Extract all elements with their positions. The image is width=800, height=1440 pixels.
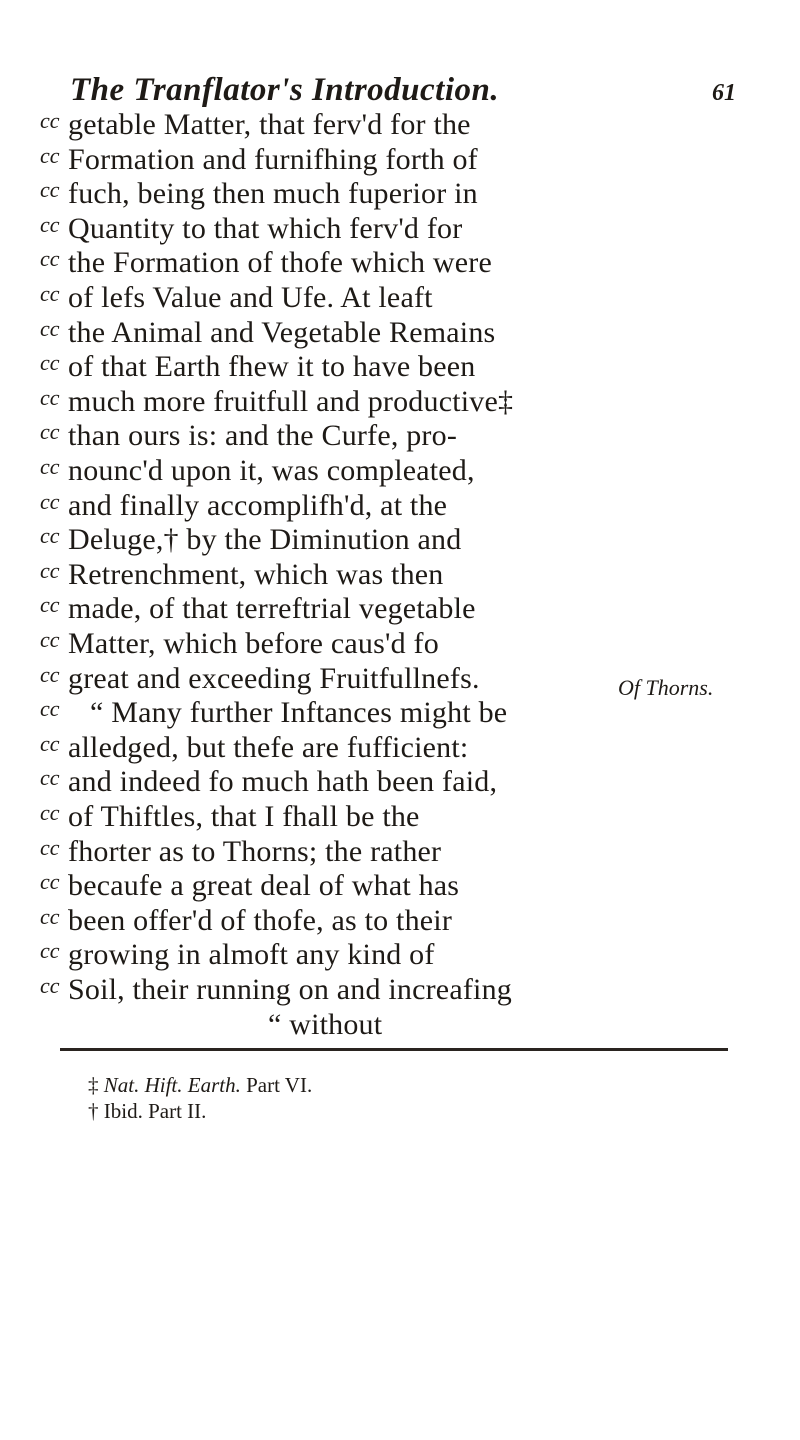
text-line: of that Earth fhew it to have been	[68, 350, 476, 384]
footnote-rule	[60, 1048, 728, 1051]
text-line: fuch, being then much fuperior in	[68, 177, 478, 211]
quote-mark: cc	[40, 938, 60, 964]
page-number: 61	[712, 80, 736, 106]
footnote-mark: ‡	[88, 1073, 99, 1097]
footnote-mark: †	[88, 1099, 99, 1123]
text-line: Formation and furnifhing forth of	[68, 142, 478, 176]
quote-mark: cc	[40, 246, 60, 272]
quote-mark: cc	[40, 557, 60, 583]
quote-mark: cc	[40, 419, 60, 445]
footnotes	[88, 1072, 312, 1124]
footnote-2	[88, 1098, 312, 1124]
text-line: been offer'd of thofe, as to their	[68, 903, 453, 937]
text-line: much more fruitfull and productive‡	[68, 384, 514, 418]
quote-mark: cc	[40, 696, 60, 722]
text-line: and finally accomplifh'd, at the	[68, 488, 448, 522]
text-line: growing in almoft any kind of	[68, 938, 435, 972]
quote-mark: cc	[40, 142, 60, 168]
quote-mark: cc	[40, 765, 60, 791]
quote-mark: cc	[40, 281, 60, 306]
text-line: of Thiftles, that I fhall be the	[68, 800, 420, 833]
quote-mark: cc	[40, 730, 60, 756]
quote-mark: cc	[40, 834, 60, 860]
text-line: Deluge,† by the Diminution and	[68, 523, 462, 557]
quote-mark: cc	[40, 800, 60, 825]
quote-mark: cc	[40, 211, 60, 237]
quote-mark: cc	[40, 627, 60, 652]
quote-mark: cc	[40, 869, 60, 895]
running-head: The Tranflator's Introduction.	[70, 72, 500, 108]
text-line: “ Many further Inftances might be	[90, 696, 508, 730]
text-line: great and exceeding Fruitfullnefs.	[68, 661, 480, 695]
text-line: than ours is: and the Curfe, pro-	[68, 419, 458, 453]
quote-mark: cc	[40, 315, 60, 341]
quote-mark: cc	[40, 350, 60, 376]
footnote-source: Nat. Hift. Earth.	[103, 1073, 241, 1097]
quote-mark: cc	[40, 488, 60, 514]
quote-mark: cc	[40, 177, 60, 203]
text-line: “ without	[268, 1007, 383, 1041]
footnote-ref: Part II.	[148, 1099, 207, 1123]
text-line: alledged, but thefe are fufficient:	[68, 730, 469, 764]
margin-note: Of Thorns.	[618, 675, 714, 700]
text-line: getable Matter, that ferv'd for the	[68, 108, 471, 141]
quote-mark: cc	[40, 661, 60, 687]
quote-mark: cc	[40, 384, 60, 410]
text-line: Quantity to that which ferv'd for	[68, 211, 463, 245]
footnote-1	[88, 1072, 312, 1098]
quote-mark: cc	[40, 523, 60, 549]
text-line: the Formation of thofe which were	[68, 246, 492, 280]
text-line: becaufe a great deal of what has	[68, 869, 460, 903]
text-line: made, of that terreftrial vegetable	[68, 592, 476, 626]
text-line: fhorter as to Thorns; the rather	[68, 834, 442, 868]
quote-mark: cc	[40, 592, 60, 618]
text-line: and indeed fo much hath been faid,	[68, 765, 498, 799]
text-line: Retrenchment, which was then	[68, 557, 444, 591]
text-line: the Animal and Vegetable Remains	[68, 315, 496, 349]
footnote-ref: Part VI.	[246, 1073, 313, 1097]
footnote-source: Ibid.	[103, 1099, 143, 1123]
quote-mark: cc	[40, 108, 60, 133]
text-line: Matter, which before caus'd fo	[68, 627, 439, 660]
text-line: of lefs Value and Ufe. At leaft	[68, 281, 433, 314]
quote-mark: cc	[40, 973, 60, 998]
text-line: Soil, their running on and increafing	[68, 973, 512, 1006]
text-line: nounc'd upon it, was compleated,	[68, 454, 475, 487]
quote-mark: cc	[40, 454, 60, 479]
quote-mark: cc	[40, 903, 60, 929]
